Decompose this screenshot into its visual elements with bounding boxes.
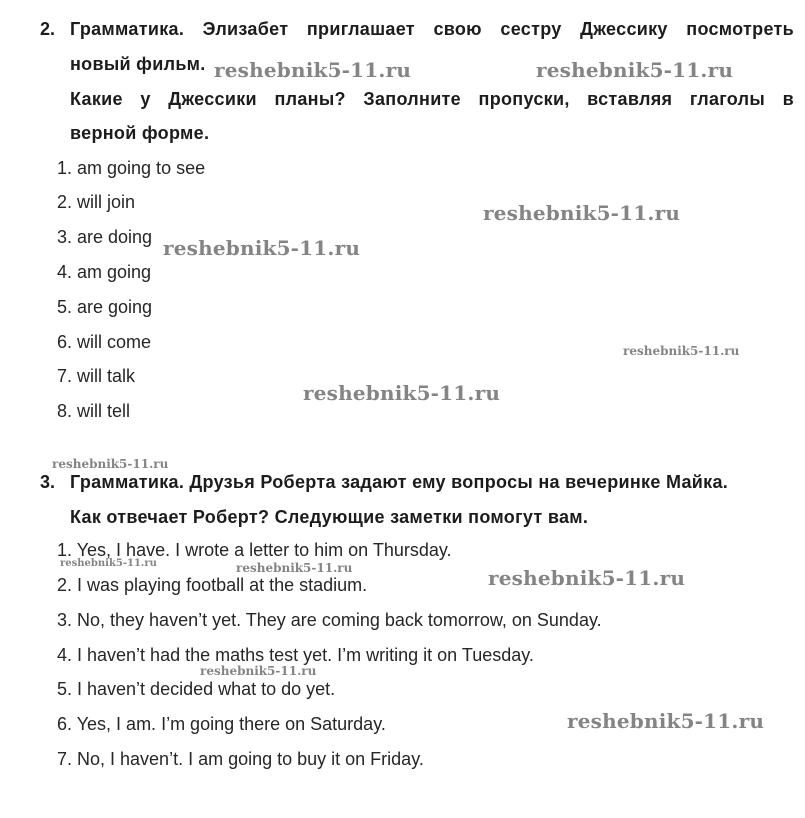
exercise-3-answer: 5. I haven’t decided what to do yet. [57, 679, 336, 699]
exercise-2-answer: 6. will come [57, 332, 152, 352]
exercise-3-heading-line-1: Грамматика. Друзья Роберта задают ему вопросы на вечеринке Майка. [70, 472, 729, 492]
watermark: reshebnik5-11.ru [163, 236, 361, 260]
exercise-2-answer: 1. am going to see [57, 158, 206, 178]
exercise-2-heading-line-2: новый фильм. [70, 54, 206, 74]
exercise-2-answer: 5. are going [57, 297, 153, 317]
exercise-3-answer: 3. No, they haven’t yet. They are coming back tomorrow, on Sunday. [57, 610, 602, 630]
watermark: reshebnik5-11.ru [52, 457, 169, 471]
exercise-3-number: 3. [40, 472, 56, 492]
watermark: reshebnik5-11.ru [483, 201, 681, 225]
watermark: reshebnik5-11.ru [236, 561, 353, 575]
exercise-3-heading-line-2: Как отвечает Роберт? Следующие заметки помогут вам. [70, 507, 589, 527]
exercise-2-heading-line-1: Грамматика. Элизабет приглашает свою сестру Джессику посмотреть [70, 19, 794, 39]
watermark: reshebnik5-11.ru [200, 664, 317, 678]
exercise-2-heading-line-3: Какие у Джессики планы? Заполните пропуски, вставляя глаголы в [70, 89, 794, 109]
exercise-2-answer: 8. will tell [57, 401, 131, 421]
exercise-2-answer: 4. am going [57, 262, 152, 282]
watermark: reshebnik5-11.ru [623, 344, 740, 358]
exercise-2-answer: 7. will talk [57, 366, 136, 386]
exercise-2-answer: 2. will join [57, 192, 136, 212]
exercise-3-answer: 4. I haven’t had the maths test yet. I’m writing it on Tuesday. [57, 645, 534, 665]
watermark: reshebnik5-11.ru [488, 566, 686, 590]
watermark: reshebnik5-11.ru [214, 58, 412, 82]
exercise-3-answer: 1. Yes, I have. I wrote a letter to him on Thursday. [57, 540, 452, 560]
exercise-3-answer: 7. No, I haven’t. I am going to buy it on Friday. [57, 749, 424, 769]
watermark: reshebnik5-11.ru [60, 558, 157, 569]
watermark: reshebnik5-11.ru [303, 381, 501, 405]
watermark: reshebnik5-11.ru [567, 709, 765, 733]
exercise-2-number: 2. [40, 19, 56, 39]
watermark: reshebnik5-11.ru [536, 58, 734, 82]
exercise-3-answer: 6. Yes, I am. I’m going there on Saturday. [57, 714, 386, 734]
exercise-2-answer: 3. are doing [57, 227, 153, 247]
exercise-2-heading-line-4: верной форме. [70, 123, 210, 143]
exercise-3-answer: 2. I was playing football at the stadium. [57, 575, 368, 595]
